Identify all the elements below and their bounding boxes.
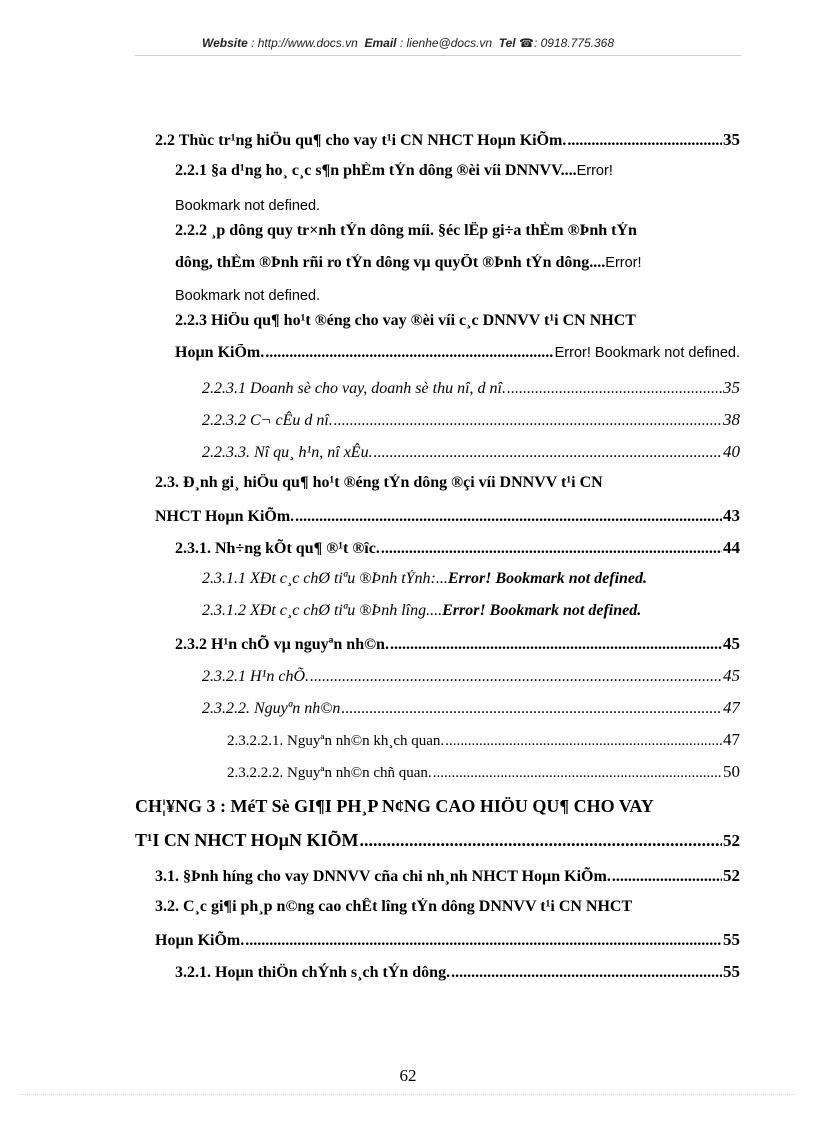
leader-dots	[310, 668, 722, 686]
leader-dots	[334, 412, 722, 430]
toc-entry[interactable]: 3.2. C¸c gi¶i ph¸p n©ng cao chÊt lîng tÝn dông DNNVV t¹i CN NHCT	[155, 898, 633, 915]
toc-entry[interactable]: 2.3.1.2 XÐt c¸c chØ tiªu ®Þnh lîng. ... Error! Bookmark not defined.	[202, 602, 642, 619]
leader-dots	[451, 964, 722, 982]
leader-dots	[445, 733, 722, 750]
toc-entry-continuation: Bookmark not defined.	[175, 198, 321, 214]
leader-dots	[359, 830, 722, 851]
email-label: Email	[364, 36, 397, 50]
toc-entry-line2[interactable]: Hoµn KiÕm. ..... Error! Bookmark not defined.	[175, 344, 740, 374]
website-label: Website	[201, 36, 248, 50]
toc-entry[interactable]: 2.3. Đ¸nh gi¸ hiÖu qu¶ ho¹t ®éng tÝn dông ®çi víi DNNVV t¹i CN	[155, 474, 603, 491]
toc-entry[interactable]: 2.3.1.1 XÐt c¸c chØ tiªu ®Þnh tÝnh: ... Error! Bookmark not defined.	[202, 570, 648, 587]
toc-entry[interactable]: 3.1. §Þnh híng cho vay DNNVV cña chi nh¸nh NHCT Hoµn KiÕm. ..... 52	[155, 866, 740, 896]
leader-dots	[507, 380, 722, 398]
toc-entry[interactable]: 2.3.1. Nh÷ng kÕt qu¶ ®¹t ®îc. ..... 44	[175, 538, 740, 568]
leader-dots	[433, 765, 722, 782]
leader-dots	[341, 700, 722, 718]
toc-entry[interactable]: 2.2.3.1 Doanh sè cho vay, doanh sè thu nî, d nî. ..... 35	[202, 378, 740, 408]
toc-entry-continuation: Bookmark not defined.	[175, 288, 321, 304]
leader-dots	[374, 444, 722, 462]
toc-entry[interactable]: 2.2.3.2 C¬ cÊu d nî. ..... 38	[202, 410, 740, 440]
leader-dots	[245, 932, 722, 950]
tel-value: : 0918.775.368	[533, 36, 615, 50]
toc-chapter-entry-line2[interactable]: T¹I CN NHCT HOµN KIÕM ..... 52	[135, 830, 740, 860]
toc-entry[interactable]: 2.3.2.2. Nguyªn nh©n ..... 47	[202, 698, 740, 728]
email-value[interactable]: : lienhe@docs.vn	[399, 36, 493, 50]
page-bottom-divider	[20, 1094, 796, 1095]
leader-dots	[567, 132, 722, 150]
toc-entry[interactable]: 2.3.2.1 H¹n chÕ. ..... 45	[202, 666, 740, 696]
leader-dots	[381, 540, 722, 558]
toc-entry-line2[interactable]: Hoµn KiÕm. ..... 55	[155, 930, 740, 960]
toc-entry[interactable]: 2.2.2 ¸p dông quy tr×nh tÝn dông míi. §éc lËp gi÷a thÈm ®Þnh tÝn	[175, 222, 637, 239]
website-value[interactable]: : http://www.docs.vn	[251, 36, 358, 50]
toc-entry[interactable]: 2.2.1 §a d¹ng ho¸ c¸c s¶n phÈm tÝn dông ®èi víi DNNVV. ... Error!	[175, 162, 613, 179]
header-divider	[135, 55, 741, 56]
toc-entry[interactable]: 2.3.2.2.2. Nguyªn nh©n chñ quan. ..... 50	[227, 762, 740, 792]
toc-entry-line2[interactable]: NHCT Hoµn KiÕm. ..... 43	[155, 506, 740, 536]
page-header	[0, 36, 816, 50]
leader-dots	[295, 508, 722, 526]
tel-label: Tel	[498, 36, 516, 50]
toc-entry[interactable]: 2.2.3 HiÖu qu¶ ho¹t ®éng cho vay ®èi víi c¸c DNNVV t¹i CN NHCT	[175, 312, 636, 329]
toc-entry[interactable]: 2.2.3.3. Nî qu¸ h¹n, nî xÊu. ..... 40	[202, 442, 740, 472]
phone-icon: ☎	[519, 36, 534, 50]
toc-entry[interactable]: 3.2.1. Hoµn thiÖn chÝnh s¸ch tÝn dông. ..... 55	[175, 962, 740, 992]
toc-entry-line2[interactable]: dông, thÈm ®Þnh rñi ro tÝn dông vµ quyÕt ®Þnh tÝn dông. ... Error!	[175, 254, 642, 271]
leader-dots	[390, 636, 722, 654]
toc-entry[interactable]: 2.3.2.2.1. Nguyªn nh©n kh¸ch quan. ..... 47	[227, 730, 740, 760]
toc-chapter-entry[interactable]: CH¦¥NG 3 : MéT Sè GI¶I PH¸P N¢NG CAO HIÖU QU¶ CHO VAY	[135, 796, 654, 816]
toc-entry[interactable]: 2.3.2 H¹n chÕ vµ nguyªn nh©n. ..... 45	[175, 634, 740, 664]
toc-entry[interactable]: 2.2 Thùc tr¹ng hiÖu qu¶ cho vay t¹i CN NHCT Hoµn KiÕm. ..... 35	[155, 130, 740, 160]
leader-dots	[265, 344, 553, 362]
page-number: 62	[399, 1066, 417, 1085]
leader-dots	[612, 868, 722, 886]
